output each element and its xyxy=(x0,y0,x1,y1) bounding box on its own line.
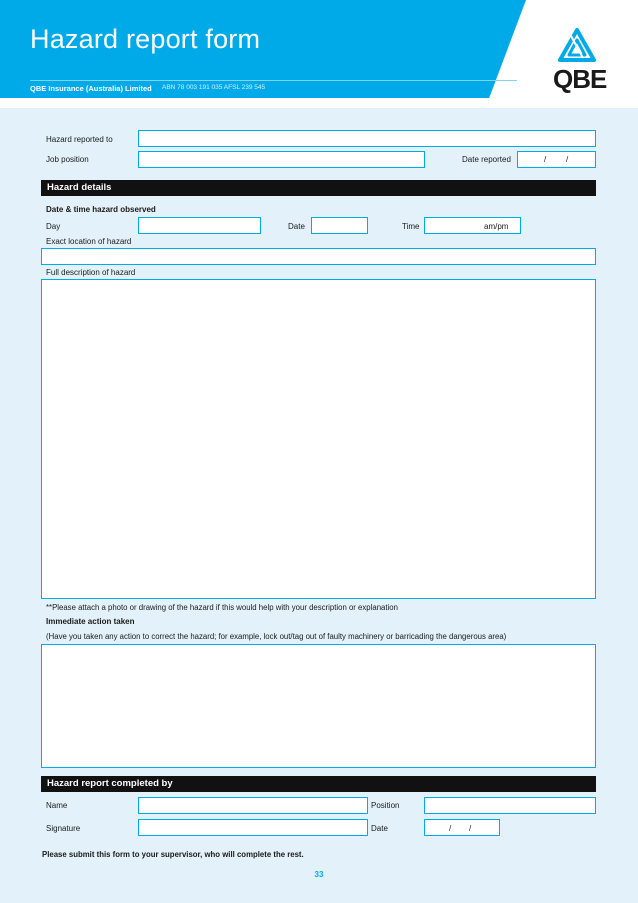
name-label: Name xyxy=(46,801,68,810)
action-heading: Immediate action taken xyxy=(46,617,135,626)
position-label: Position xyxy=(371,801,400,810)
company-name: QBE Insurance (Australia) Limited xyxy=(30,84,152,93)
date-label: Date xyxy=(288,222,305,231)
time-label: Time xyxy=(402,222,420,231)
action-field[interactable] xyxy=(41,644,596,768)
page-title: Hazard report form xyxy=(30,24,261,54)
hazard-details-heading-bar xyxy=(41,180,596,196)
action-note: (Have you taken any action to correct the hazard; for example, lock out/tag out of faulty machinery or barricading the dangerous area) xyxy=(46,632,507,641)
ampm-label: am/pm xyxy=(484,222,509,231)
qbe-logo-text: QBE xyxy=(553,64,607,94)
day-label: Day xyxy=(46,222,61,231)
completed-by-heading-bar xyxy=(41,776,596,792)
date-separator: / xyxy=(449,824,452,833)
banner-divider xyxy=(30,80,517,81)
name-field[interactable] xyxy=(138,797,368,814)
page-number: 33 xyxy=(314,870,324,879)
day-field[interactable] xyxy=(138,217,261,234)
description-label: Full description of hazard xyxy=(46,268,136,277)
date-separator: / xyxy=(566,155,569,164)
submit-instruction: Please submit this form to your supervisor, who will complete the rest. xyxy=(42,850,304,859)
date-reported-label: Date reported xyxy=(462,155,511,164)
job-position-field[interactable] xyxy=(138,151,425,168)
completed-by-heading: Hazard report completed by xyxy=(47,778,173,789)
signature-field[interactable] xyxy=(138,819,368,836)
completed-date-label: Date xyxy=(371,824,388,833)
abn-text: ABN 78 003 191 035 AFSL 239 545 xyxy=(162,84,266,91)
qbe-logo-icon xyxy=(558,28,596,64)
date-reported-field[interactable] xyxy=(517,151,596,168)
location-field[interactable] xyxy=(41,248,596,265)
job-position-label: Job position xyxy=(46,155,89,164)
location-label: Exact location of hazard xyxy=(46,237,132,246)
hazard-details-heading: Hazard details xyxy=(47,182,112,193)
position-field[interactable] xyxy=(424,797,596,814)
description-field[interactable] xyxy=(41,279,596,599)
header xyxy=(0,0,638,108)
date-field[interactable] xyxy=(311,217,368,234)
reported-to-field[interactable] xyxy=(138,130,596,147)
completed-date-field[interactable] xyxy=(424,819,500,836)
date-separator: / xyxy=(469,824,472,833)
date-separator: / xyxy=(544,155,547,164)
date-time-observed-label: Date & time hazard observed xyxy=(46,205,156,214)
reported-to-label: Hazard reported to xyxy=(46,135,113,144)
signature-label: Signature xyxy=(46,824,81,833)
attach-note: **Please attach a photo or drawing of the hazard if this would help with your description or explanation xyxy=(46,603,398,612)
